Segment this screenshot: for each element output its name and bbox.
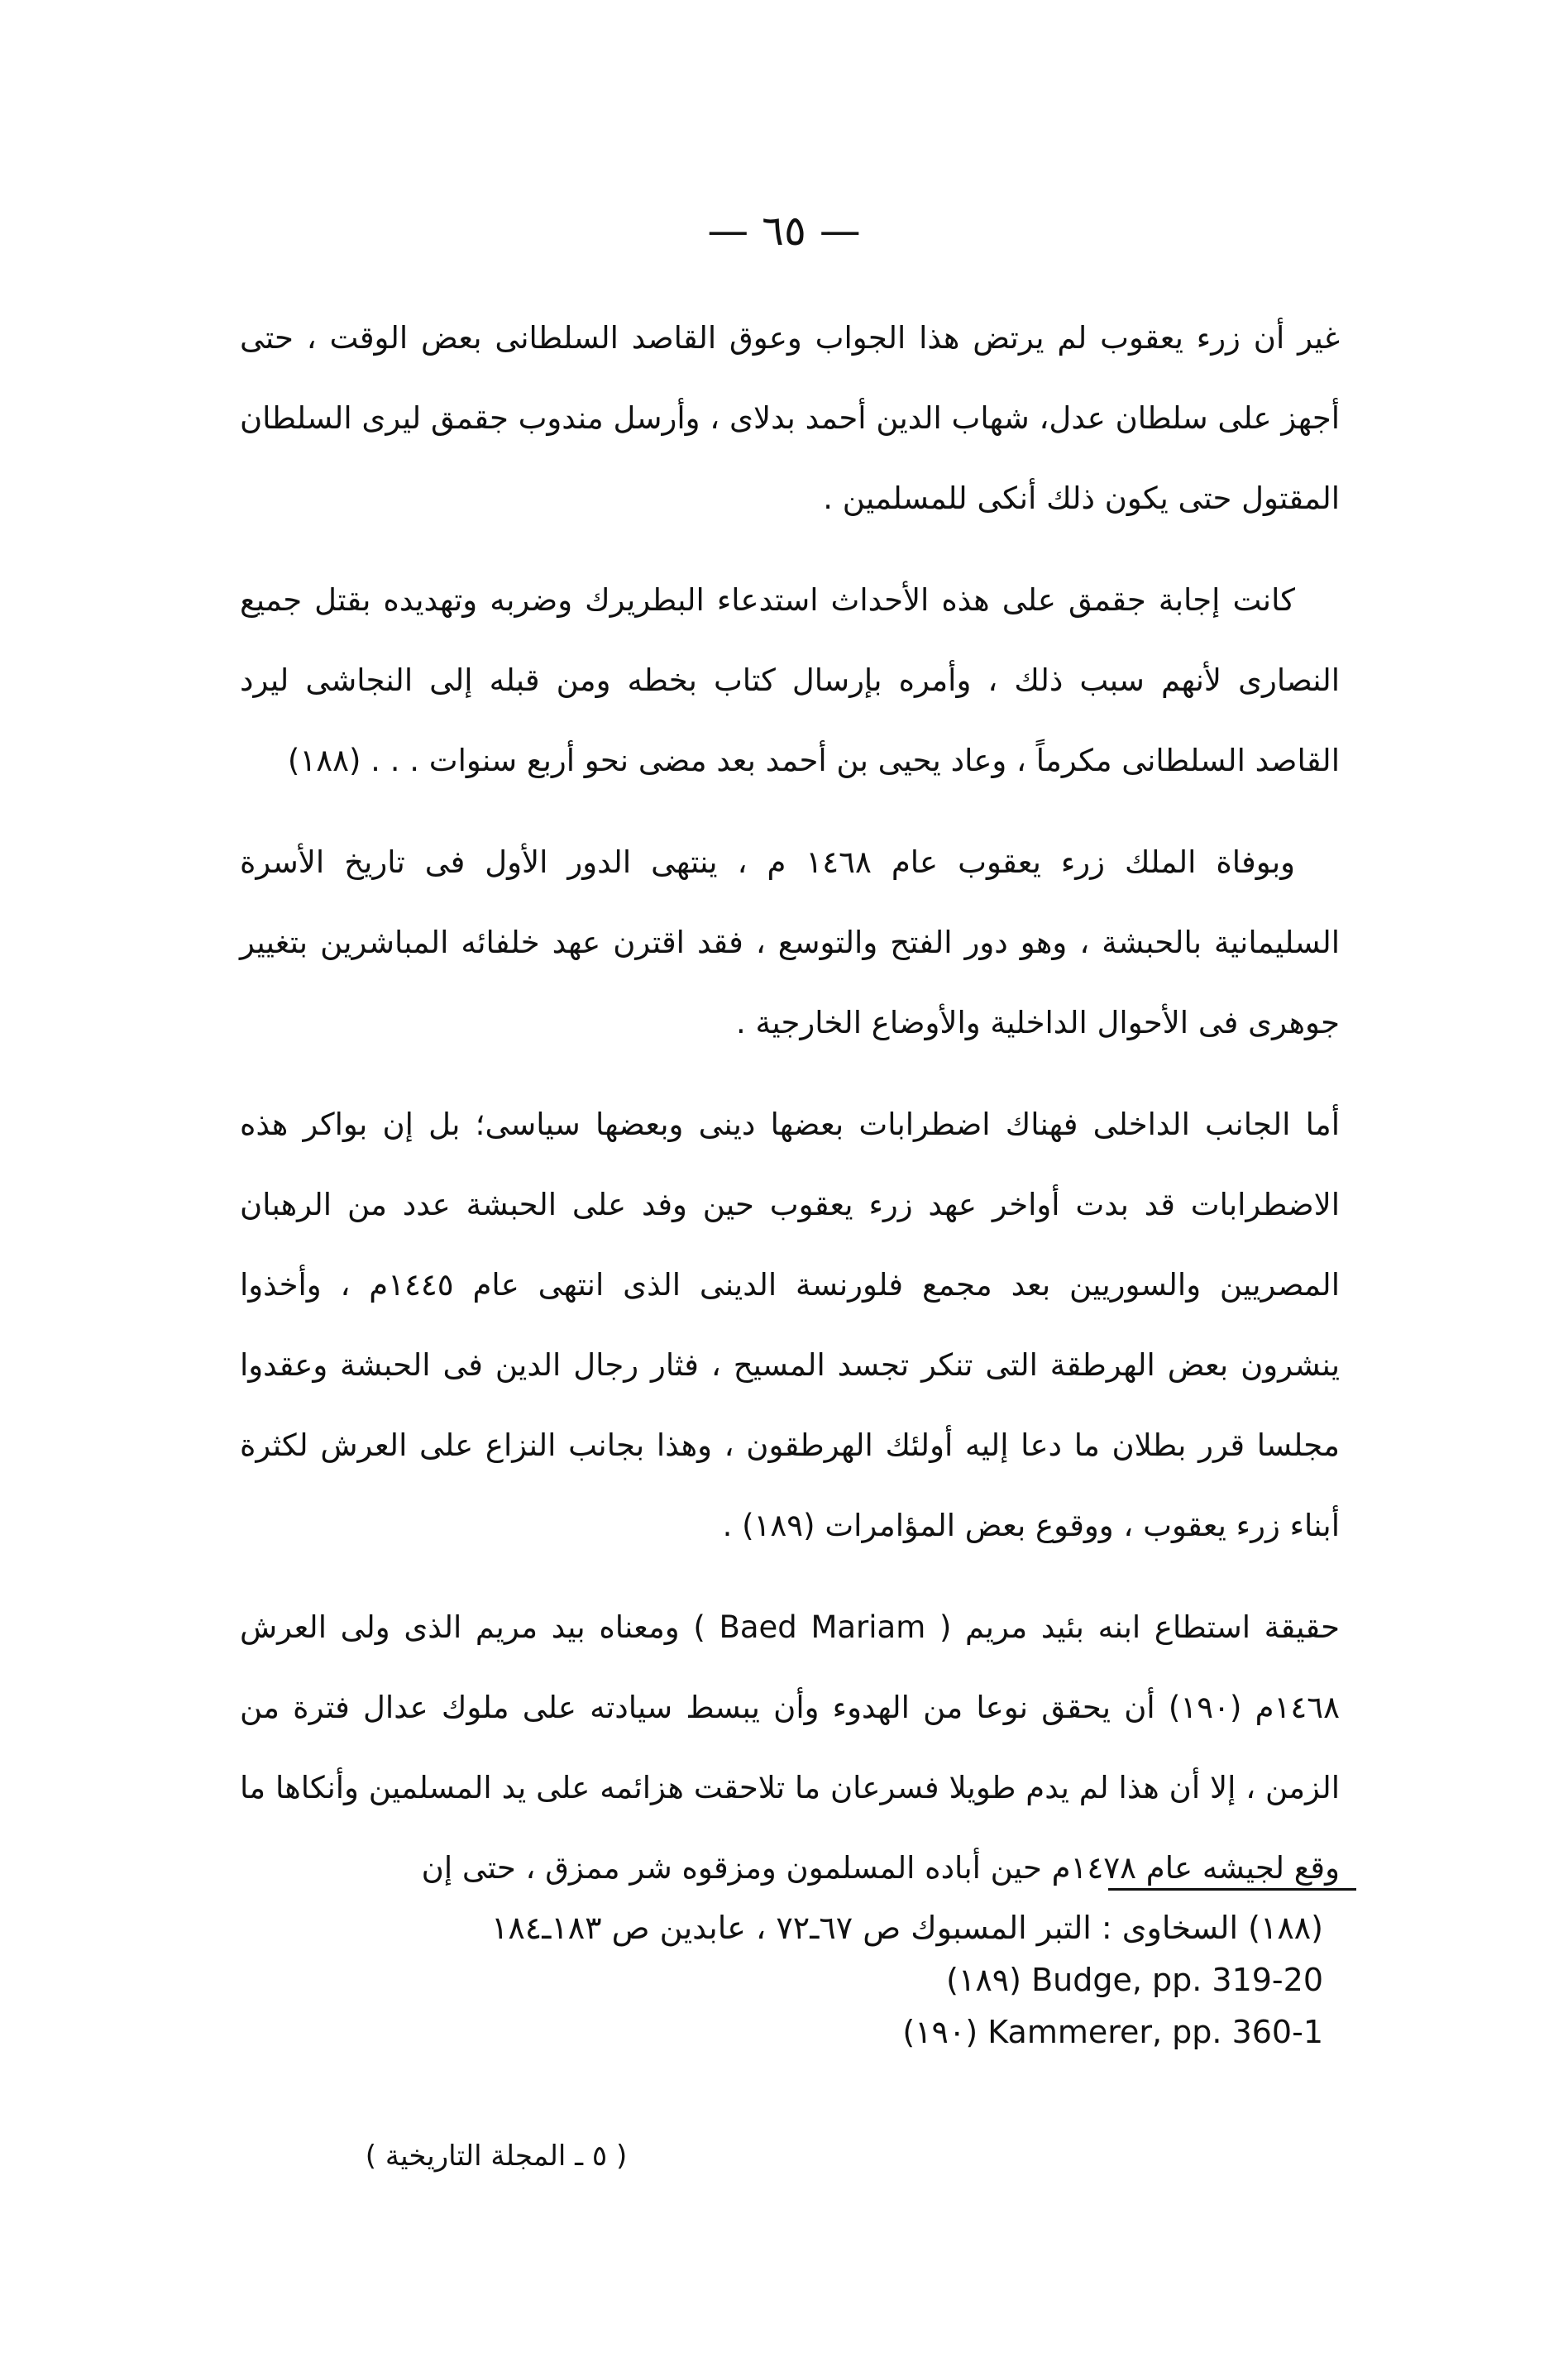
paragraph-5: حقيقة استطاع ابنه بئيد مريم ( Baed Mariam ) ومعناه بيد مريم الذى ولى العرش ١٤٦٨م (١٩٠) أن يحقق نوعا من الهدوء وأن يبسط سيادته على ملوك عدال فترة من الزمن ، إلا أن هذا لم يدم طويلا فسرعان ما تلاحقت هزائمه على يد المسلمين وأنكاها ما وقع لجيشه عام ١٤٧٨م حين أباده المسلمون ومزقوه شر ممزق ، حتى إن xyxy=(240,1609,1341,1886)
body-text xyxy=(240,298,1340,1929)
footnote-188: (١٨٨) السخاوى : التبر المسبوك ص ٦٧ـ٧٢ ، عابدين ص ١٨٣ـ١٨٤ xyxy=(490,1910,1323,1946)
journal-signature: ( ٥ ـ المجلة التاريخية ) xyxy=(365,2140,628,2173)
footnote-divider xyxy=(1108,1888,1356,1891)
footnotes xyxy=(490,1902,1323,2058)
paragraph-1: غير أن زرء يعقوب لم يرتض هذا الجواب وعوق القاصد السلطانى بعض الوقت ، حتى أجهز على سلطان عدل، شهاب الدين أحمد بدلاى ، وأرسل مندوب جقمق ليرى السلطان المقتول حتى يكون ذلك أنكى للمسلمين . xyxy=(240,320,1340,516)
paragraph-2: كانت إجابة جقمق على هذه الأحداث استدعاء البطريرك وضربه وتهديده بقتل جميع النصارى لأنهم سبب ذلك ، وأمره بإرسال كتاب بخطه ومن قبله إلى النجاشى ليرد القاصد السلطانى مكرماً ، وعاد يحيى بن أحمد بعد مضى نحو أربع سنوات . . . (١٨٨) xyxy=(240,582,1340,778)
footnote-190: Kammerer, pp. 360-1 (١٩٠) xyxy=(902,2014,1323,2050)
paragraph-4: أما الجانب الداخلى فهناك اضطرابات بعضها دينى وبعضها سياسى؛ بل إن بواكر هذه الاضطرابات قد بدت أواخر عهد زرء يعقوب حين وفد على الحبشة عدد من الرهبان المصريين والسوريين بعد مجمع فلورنسة الدينى الذى انتهى عام ١٤٤٥م ، وأخذوا ينشرون بعض الهرطقة التى تنكر تجسد المسيح ، فثار رجال الدين فى الحبشة وعقدوا مجلسا قرر بطلان ما دعا إليه أولئك الهرطقون ، وهذا بجانب النزاع على العرش لكثرة أبناء زرء يعقوب ، ووقوع بعض المؤامرات (١٨٩) . xyxy=(240,1107,1340,1543)
page-number: — ٦٥ — xyxy=(707,207,861,255)
paragraph-3: وبوفاة الملك زرء يعقوب عام ١٤٦٨ م ، ينتهى الدور الأول فى تاريخ الأسرة السليمانية بالحبشة ، وهو دور الفتح والتوسع ، فقد اقترن عهد خلفائه المباشرين بتغيير جوهرى فى الأحوال الداخلية والأوضاع الخارجية . xyxy=(240,844,1340,1040)
footnote-189: Budge, pp. 319-20 (١٨٩) xyxy=(946,1962,1323,1998)
